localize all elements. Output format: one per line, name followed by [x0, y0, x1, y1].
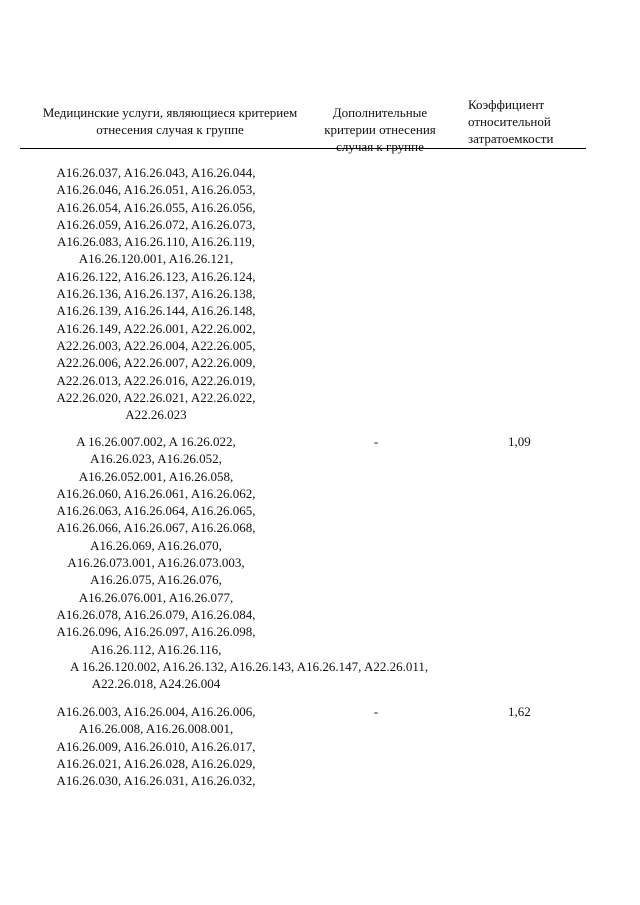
service-line: A16.26.059, A16.26.072, A16.26.073,	[56, 216, 256, 232]
row-3-criteria: -	[373, 704, 379, 719]
header-additional-criteria: Дополнительные критерии отнесения случая к группе	[324, 105, 436, 154]
service-line: A22.26.013, A22.26.016, A22.26.019,	[56, 372, 256, 388]
service-line: A22.26.018, A24.26.004	[91, 676, 221, 692]
service-line: A16.26.052.001, A16.26.058,	[78, 468, 234, 484]
service-line: A22.26.003, A22.26.004, A22.26.005,	[56, 337, 256, 353]
row-2-criteria: -	[373, 434, 379, 449]
service-line: A16.26.076.001, A16.26.077,	[78, 589, 234, 605]
header-services: Медицинские услуги, являющиеся критерием отнесения случая к группе	[42, 105, 298, 137]
row-1-services	[36, 164, 276, 423]
service-line: A16.26.120.001, A16.26.121,	[78, 251, 234, 267]
service-line: A16.26.054, A16.26.055, A16.26.056,	[56, 199, 256, 215]
service-line: A22.26.006, A22.26.007, A22.26.009,	[56, 355, 256, 371]
header-coefficient-line: затратоемкости	[468, 131, 554, 146]
service-line: A16.26.063, A16.26.064, A16.26.065,	[56, 503, 256, 519]
service-line: A16.26.060, A16.26.061, A16.26.062,	[56, 485, 256, 501]
service-line: A16.26.009, A16.26.010, A16.26.017,	[56, 738, 256, 754]
service-line: A16.26.122, A16.26.123, A16.26.124,	[56, 268, 256, 284]
header-coefficient	[468, 96, 580, 147]
service-line: A16.26.139, A16.26.144, A16.26.148,	[56, 303, 256, 319]
service-line: A16.26.083, A16.26.110, A16.26.119,	[56, 234, 255, 250]
service-line: A16.26.078, A16.26.079, A16.26.084,	[56, 606, 256, 622]
service-line: A16.26.008, A16.26.008.001,	[78, 721, 234, 737]
service-line: A16.26.003, A16.26.004, A16.26.006,	[56, 704, 256, 719]
service-line: A22.26.023	[125, 407, 187, 423]
service-line: A 16.26.007.002, A 16.26.022,	[76, 434, 236, 449]
service-line: A16.26.069, A16.26.070,	[90, 537, 222, 553]
row-2-coefficient: 1,09	[508, 434, 531, 449]
service-line: A16.26.136, A16.26.137, A16.26.138,	[56, 286, 256, 302]
header-rule	[20, 148, 586, 149]
service-line: A22.26.020, A22.26.021, A22.26.022,	[56, 389, 256, 405]
service-line: A16.26.075, A16.26.076,	[90, 572, 222, 588]
service-line: A16.26.066, A16.26.067, A16.26.068,	[56, 520, 256, 536]
service-line: A16.26.149, A22.26.001, A22.26.002,	[56, 320, 256, 336]
service-line: A16.26.023, A16.26.052,	[90, 451, 222, 467]
service-line: A16.26.096, A16.26.097, A16.26.098,	[56, 624, 256, 640]
service-line: A16.26.030, A16.26.031, A16.26.032,	[56, 773, 256, 789]
service-line: A16.26.073.001, A16.26.073.003,	[67, 555, 245, 571]
service-line-wide: A 16.26.120.002, A16.26.132, A16.26.143, A16.26.147, A22.26.011,	[70, 658, 429, 674]
service-line: A16.26.021, A16.26.028, A16.26.029,	[56, 755, 256, 771]
header-coefficient-line: относительной	[468, 114, 551, 129]
row-3-coefficient: 1,62	[508, 704, 531, 719]
header-coefficient-line: Коэффициент	[468, 97, 545, 112]
service-line: A16.26.112, A16.26.116,	[90, 641, 222, 657]
row-3-services	[36, 703, 276, 789]
row-2-services	[36, 433, 429, 692]
service-line: A16.26.046, A16.26.051, A16.26.053,	[56, 182, 256, 198]
service-line: A16.26.037, A16.26.043, A16.26.044,	[56, 165, 256, 180]
